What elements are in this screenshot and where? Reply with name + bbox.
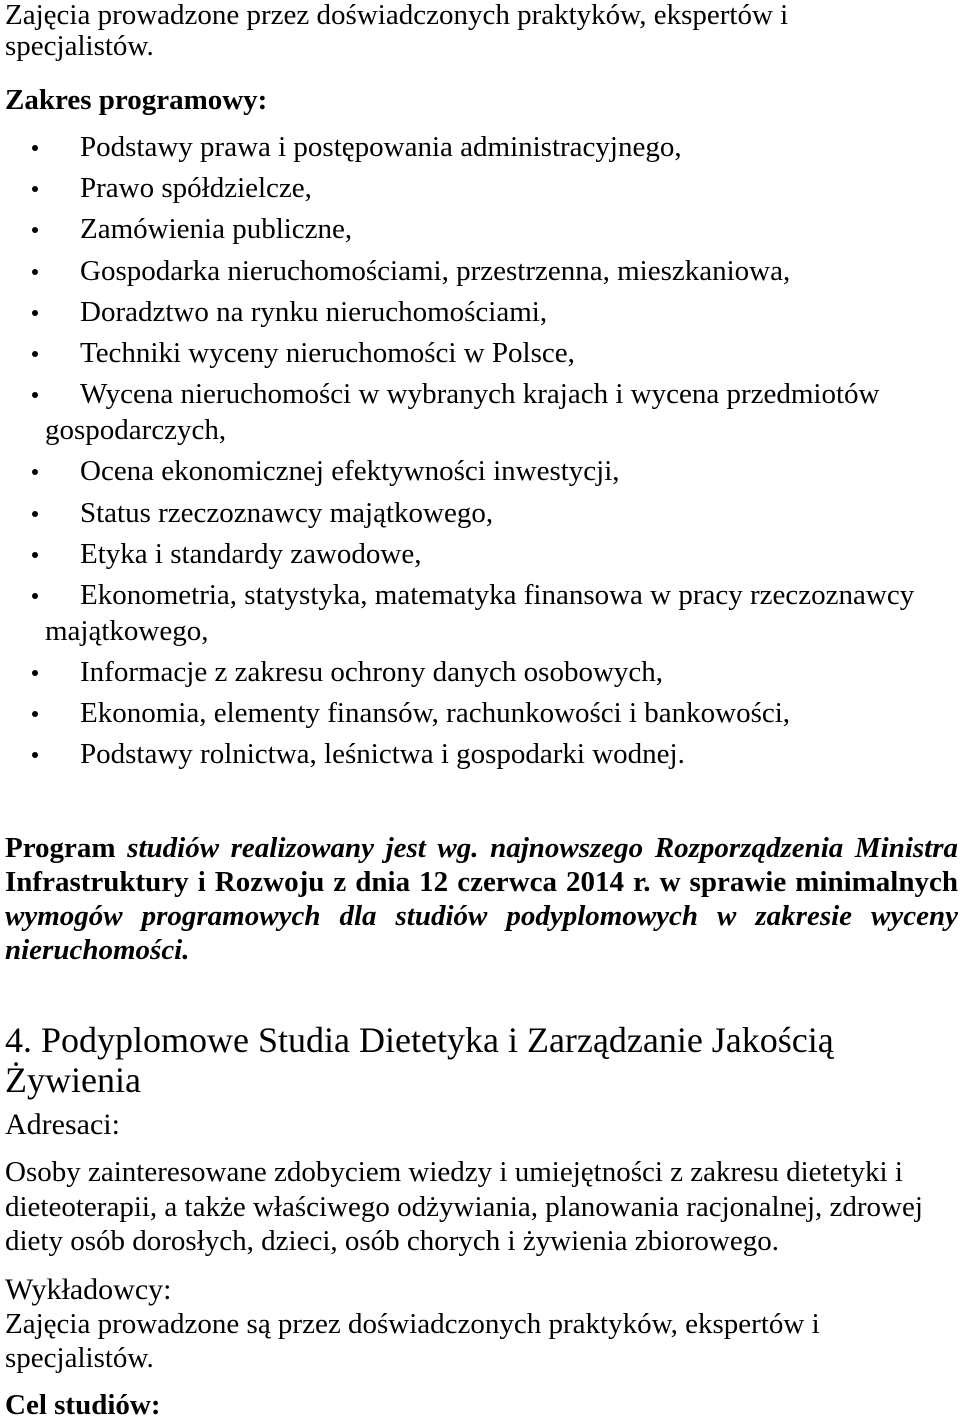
list-item-text: Informacje z zakresu ochrony danych osobowych, [80, 656, 664, 689]
list-item [45, 294, 958, 330]
list-item [45, 170, 958, 206]
list-item-text: Techniki wyceny nieruchomości w Polsce, [80, 336, 575, 369]
regulation-note-text: Infrastruktury i Rozwoju z dnia 12 czerwca 2014 r. w sprawie minimalnych [5, 866, 958, 898]
lecturers-line: Zajęcia prowadzone są przez doświadczonych praktyków, ekspertów i [5, 1308, 820, 1340]
regulation-note-line [5, 933, 958, 967]
list-item-text: Ekonometria, statystyka, matematyka finansowa w pracy rzeczoznawcy majątkowego, [45, 578, 915, 647]
list-item [45, 253, 958, 289]
regulation-note [5, 831, 958, 967]
list-item [45, 654, 958, 690]
regulation-note-text: studiów realizowany jest wg. najnowszego Rozporządzenia Ministra [127, 832, 959, 864]
section-title-line: Żywienia [5, 1060, 141, 1100]
list-item-text: Prawo spółdzielcze, [80, 172, 312, 205]
list-item-text: Doradztwo na rynku nieruchomościami, [80, 295, 548, 328]
intro-line: Zajęcia prowadzone przez doświadczonych praktyków, ekspertów i [5, 0, 789, 31]
list-item-text: Wycena nieruchomości w wybranych krajach i wycena przedmiotów gospodarczych, [45, 378, 880, 447]
list-item [45, 453, 958, 489]
bullet-icon [32, 227, 38, 233]
regulation-note-line [5, 865, 958, 899]
bullet-icon [32, 711, 38, 717]
regulation-note-line [5, 899, 958, 933]
list-item [45, 211, 958, 247]
list-item [45, 736, 958, 772]
recipients-line: dieteoterapii, a także właściwego odżywiania, planowania racjonalnej, zdrowej [5, 1190, 923, 1223]
list-item [45, 695, 958, 731]
list-item-text: Zamówienia publiczne, [80, 213, 353, 246]
lecturers-paragraph [5, 1307, 820, 1375]
recipients-label: Adresaci: [5, 1108, 120, 1141]
list-item-text: Etyka i standardy zawodowe, [80, 537, 422, 570]
list-item [45, 335, 958, 371]
list-item [45, 129, 958, 165]
regulation-note-text: nieruchomości. [5, 934, 190, 966]
bullet-icon [32, 593, 38, 599]
list-item [45, 577, 958, 649]
list-item-text: Gospodarka nieruchomościami, przestrzenna, mieszkaniowa, [80, 254, 791, 287]
list-item-text: Podstawy prawa i postępowania administracyjnego, [80, 131, 682, 163]
section-title [5, 1020, 834, 1100]
lecturers-label: Wykładowcy: [5, 1273, 172, 1306]
bullet-icon [32, 145, 38, 151]
section-title-line: 4. Podyplomowe Studia Dietetyka i Zarządzanie Jakością [5, 1020, 834, 1060]
regulation-note-text: wymogów programowych dla studiów podyplomowych w zakresie wyceny [5, 900, 958, 932]
bullet-icon [32, 269, 38, 275]
bullet-icon [32, 752, 38, 758]
program-scope-list [45, 129, 958, 778]
bullet-icon [32, 392, 38, 398]
bullet-icon [32, 511, 38, 517]
list-item-text: Ekonomia, elementy finansów, rachunkowości i bankowości, [80, 697, 791, 730]
bullet-icon [32, 186, 38, 192]
bullet-icon [32, 670, 38, 676]
program-scope-heading: Zakres programowy: [5, 84, 268, 116]
recipients-paragraph [5, 1155, 923, 1259]
list-item [45, 495, 958, 531]
list-item-text: Podstawy rolnictwa, leśnictwa i gospodarki wodnej. [80, 738, 685, 771]
intro-paragraph [5, 0, 788, 62]
list-item-text: Ocena ekonomicznej efektywności inwestycji, [80, 455, 620, 488]
bullet-icon [32, 310, 38, 316]
list-item [45, 536, 958, 572]
list-item [45, 376, 958, 448]
recipients-line: diety osób dorosłych, dzieci, osób chorych i żywienia zbiorowego. [5, 1225, 779, 1257]
list-item-text: Status rzeczoznawcy majątkowego, [80, 496, 494, 529]
bullet-icon [32, 469, 38, 475]
regulation-note-text: Program [5, 832, 116, 864]
recipients-line: Osoby zainteresowane zdobyciem wiedzy i umiejętności z zakresu dietetyki i [5, 1156, 903, 1188]
intro-line: specjalistów. [5, 30, 154, 62]
lecturers-line: specjalistów. [5, 1342, 154, 1374]
study-goal-label: Cel studiów: [5, 1389, 161, 1421]
regulation-note-line [5, 831, 958, 865]
bullet-icon [32, 351, 38, 357]
bullet-icon [32, 552, 38, 558]
